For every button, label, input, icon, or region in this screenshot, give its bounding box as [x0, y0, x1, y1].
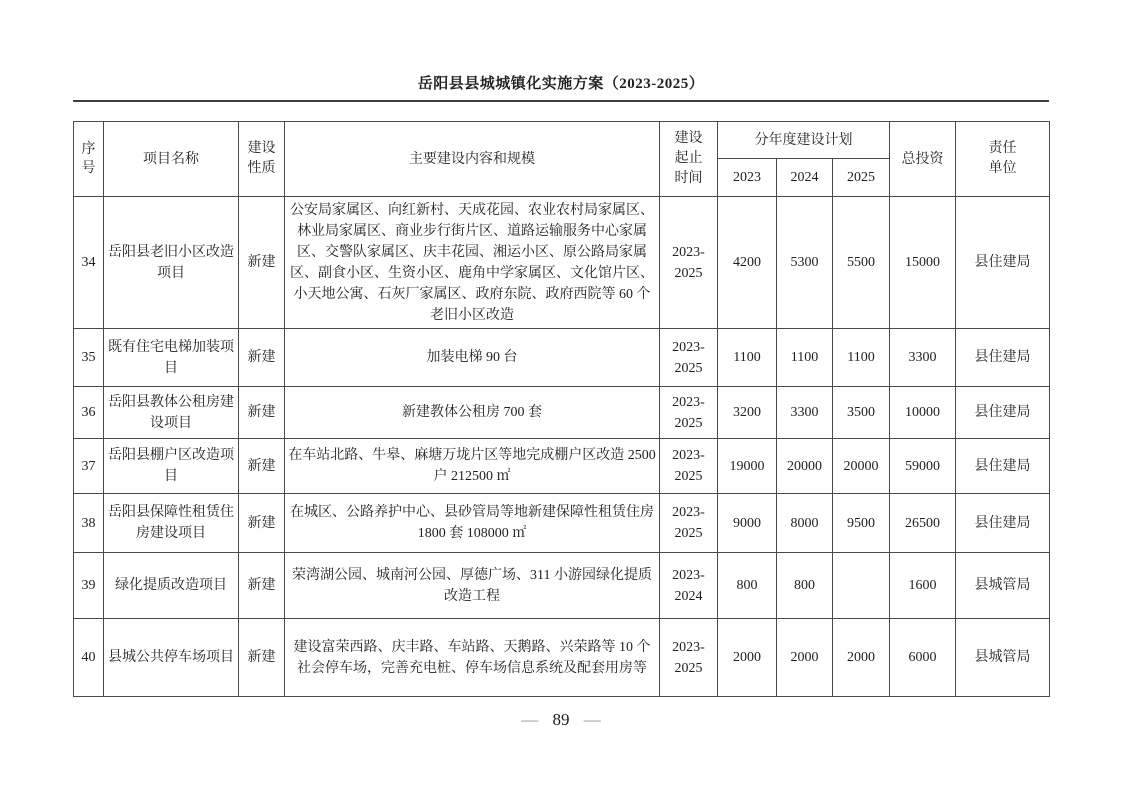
cell-period: 2023-2025 — [660, 619, 718, 697]
cell-2023: 1100 — [718, 329, 777, 387]
cell-nature: 新建 — [239, 553, 285, 619]
cell-2025: 3500 — [833, 387, 890, 439]
cell-project-name: 岳阳县教体公租房建设项目 — [104, 387, 239, 439]
cell-unit: 县住建局 — [956, 197, 1050, 329]
cell-total: 3300 — [890, 329, 956, 387]
cell-content: 建设富荣西路、庆丰路、车站路、天鹅路、兴荣路等 10 个社会停车场，完善充电桩、停车场信息系统及配套用房等 — [285, 619, 660, 697]
table-row — [74, 439, 1050, 494]
page-number: 89 — [552, 710, 570, 729]
cell-total: 26500 — [890, 494, 956, 553]
cell-unit: 县住建局 — [956, 329, 1050, 387]
cell-nature: 新建 — [239, 197, 285, 329]
cell-2024: 800 — [777, 553, 833, 619]
table-row — [74, 197, 1050, 329]
page-footer — [73, 710, 1049, 730]
document-header — [73, 0, 1049, 102]
cell-nature: 新建 — [239, 494, 285, 553]
cell-nature: 新建 — [239, 329, 285, 387]
table-header-row-1 — [74, 122, 1050, 159]
cell-period: 2023-2025 — [660, 494, 718, 553]
cell-content: 在城区、公路养护中心、县砂管局等地新建保障性租赁住房 1800 套 108000 ㎡ — [285, 494, 660, 553]
cell-2025 — [833, 553, 890, 619]
col-header-responsible-unit — [956, 122, 1050, 197]
cell-2025: 9500 — [833, 494, 890, 553]
col-header-year-2024: 2024 — [777, 159, 833, 197]
cell-2023: 3200 — [718, 387, 777, 439]
cell-nature: 新建 — [239, 439, 285, 494]
cell-project-name: 县城公共停车场项目 — [104, 619, 239, 697]
cell-2024: 8000 — [777, 494, 833, 553]
cell-unit: 县城管局 — [956, 553, 1050, 619]
cell-2024: 3300 — [777, 387, 833, 439]
cell-2023: 2000 — [718, 619, 777, 697]
col-header-seq — [74, 122, 104, 197]
cell-seq: 40 — [74, 619, 104, 697]
cell-total: 6000 — [890, 619, 956, 697]
cell-project-name: 岳阳县棚户区改造项目 — [104, 439, 239, 494]
cell-2023: 4200 — [718, 197, 777, 329]
cell-2024: 2000 — [777, 619, 833, 697]
cell-project-name: 岳阳县保障性租赁住房建设项目 — [104, 494, 239, 553]
cell-content: 荣湾湖公园、城南河公园、厚德广场、311 小游园绿化提质改造工程 — [285, 553, 660, 619]
col-header-name: 项目名称 — [104, 122, 239, 197]
cell-project-name: 岳阳县老旧小区改造项目 — [104, 197, 239, 329]
footer-dash-left: — — [521, 710, 539, 729]
cell-seq: 39 — [74, 553, 104, 619]
cell-seq: 34 — [74, 197, 104, 329]
col-header-nature — [239, 122, 285, 197]
cell-total: 10000 — [890, 387, 956, 439]
col-header-year-2023: 2023 — [718, 159, 777, 197]
col-header-responsible-unit-label: 责任单位 — [988, 141, 1017, 176]
col-header-period-label: 建设起止时间 — [674, 131, 703, 186]
cell-2025: 20000 — [833, 439, 890, 494]
col-header-content: 主要建设内容和规模 — [285, 122, 660, 197]
cell-total: 15000 — [890, 197, 956, 329]
cell-period: 2023-2025 — [660, 329, 718, 387]
cell-content: 在车站北路、牛皋、麻塘万垅片区等地完成棚户区改造 2500 户 212500 ㎡ — [285, 439, 660, 494]
cell-unit: 县住建局 — [956, 387, 1050, 439]
cell-period: 2023-2025 — [660, 387, 718, 439]
cell-unit: 县住建局 — [956, 494, 1050, 553]
cell-total: 1600 — [890, 553, 956, 619]
table-row — [74, 329, 1050, 387]
table-row — [74, 494, 1050, 553]
col-header-seq-label: 序号 — [81, 142, 96, 176]
table-row — [74, 387, 1050, 439]
cell-unit: 县城管局 — [956, 619, 1050, 697]
cell-nature: 新建 — [239, 619, 285, 697]
cell-content: 新建教体公租房 700 套 — [285, 387, 660, 439]
cell-project-name: 绿化提质改造项目 — [104, 553, 239, 619]
cell-period: 2023-2025 — [660, 197, 718, 329]
table-row — [74, 619, 1050, 697]
cell-2023: 19000 — [718, 439, 777, 494]
cell-project-name: 既有住宅电梯加装项目 — [104, 329, 239, 387]
cell-2024: 5300 — [777, 197, 833, 329]
col-header-year-2025: 2025 — [833, 159, 890, 197]
cell-2024: 20000 — [777, 439, 833, 494]
cell-seq: 36 — [74, 387, 104, 439]
footer-dash-right: — — [583, 710, 601, 729]
col-header-annual-plan: 分年度建设计划 — [718, 122, 890, 159]
col-header-total-investment: 总投资 — [890, 122, 956, 197]
cell-period: 2023-2025 — [660, 439, 718, 494]
projects-table — [73, 121, 1050, 697]
cell-seq: 37 — [74, 439, 104, 494]
cell-unit: 县住建局 — [956, 439, 1050, 494]
cell-period: 2023-2024 — [660, 553, 718, 619]
cell-2023: 9000 — [718, 494, 777, 553]
cell-content: 公安局家属区、向红新村、天成花园、农业农村局家属区、林业局家属区、商业步行街片区、道路运输服务中心家属区、交警队家属区、庆丰花园、湘运小区、原公路局家属区、副食小区、生资小区、鹿角中学家属区、文化馆片区、小天地公寓、石灰厂家属区、政府东院、政府西院等 60 个老旧小区改造 — [285, 197, 660, 329]
cell-2023: 800 — [718, 553, 777, 619]
cell-2025: 2000 — [833, 619, 890, 697]
col-header-nature-label: 建设性质 — [247, 141, 276, 176]
col-header-period — [660, 122, 718, 197]
document-title: 岳阳县县城城镇化实施方案（2023-2025） — [417, 76, 705, 92]
cell-nature: 新建 — [239, 387, 285, 439]
cell-2025: 1100 — [833, 329, 890, 387]
cell-2024: 1100 — [777, 329, 833, 387]
cell-content: 加装电梯 90 台 — [285, 329, 660, 387]
cell-2025: 5500 — [833, 197, 890, 329]
cell-seq: 35 — [74, 329, 104, 387]
cell-total: 59000 — [890, 439, 956, 494]
cell-seq: 38 — [74, 494, 104, 553]
table-row — [74, 553, 1050, 619]
